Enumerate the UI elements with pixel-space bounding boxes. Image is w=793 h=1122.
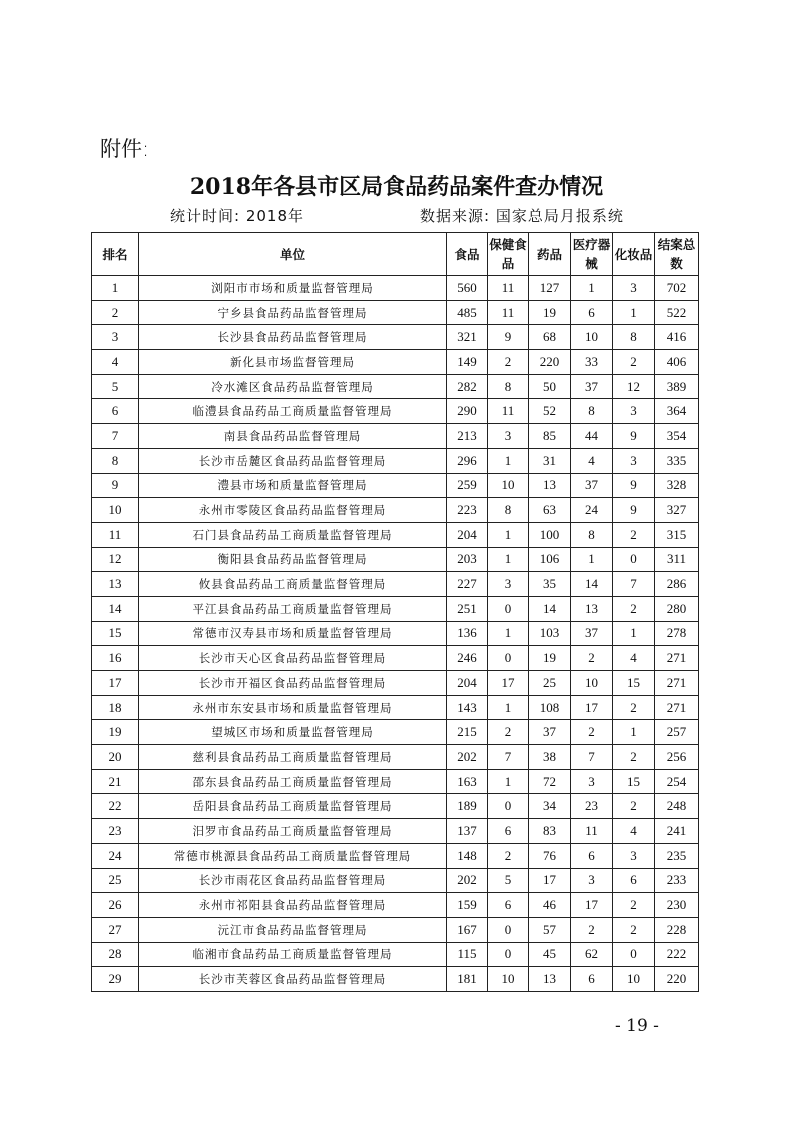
- page-number: - 19 -: [615, 1016, 659, 1036]
- cell-unit: 临湘市食品药品工商质量监督管理局: [139, 942, 447, 967]
- cell-cosmetics: 2: [613, 893, 655, 918]
- cell-cosmetics: 2: [613, 596, 655, 621]
- cell-medical-devices: 17: [571, 893, 613, 918]
- cell-health-food: 0: [488, 794, 529, 819]
- cell-medical-devices: 44: [571, 424, 613, 449]
- table-row: [92, 794, 699, 819]
- cell-food: 137: [447, 819, 488, 844]
- cell-total-closed: 230: [655, 893, 699, 918]
- cell-unit: 慈利县食品药品工商质量监督管理局: [139, 745, 447, 770]
- cell-drugs: 45: [529, 942, 571, 967]
- cell-food: 204: [447, 671, 488, 696]
- cell-health-food: 1: [488, 695, 529, 720]
- cell-cosmetics: 0: [613, 547, 655, 572]
- cell-rank: 7: [92, 424, 139, 449]
- cell-total-closed: 364: [655, 399, 699, 424]
- cell-drugs: 127: [529, 276, 571, 301]
- cell-rank: 4: [92, 350, 139, 375]
- cell-medical-devices: 4: [571, 448, 613, 473]
- cell-drugs: 25: [529, 671, 571, 696]
- cell-rank: 9: [92, 473, 139, 498]
- cell-food: 143: [447, 695, 488, 720]
- cell-unit: 岳阳县食品药品工商质量监督管理局: [139, 794, 447, 819]
- cell-rank: 26: [92, 893, 139, 918]
- cell-medical-devices: 2: [571, 917, 613, 942]
- cell-health-food: 1: [488, 522, 529, 547]
- cell-unit: 汨罗市食品药品工商质量监督管理局: [139, 819, 447, 844]
- cell-cosmetics: 3: [613, 276, 655, 301]
- cell-food: 215: [447, 720, 488, 745]
- cell-food: 136: [447, 621, 488, 646]
- cell-drugs: 19: [529, 300, 571, 325]
- cell-cosmetics: 1: [613, 300, 655, 325]
- cell-drugs: 85: [529, 424, 571, 449]
- cell-rank: 12: [92, 547, 139, 572]
- cell-rank: 19: [92, 720, 139, 745]
- table-row: [92, 374, 699, 399]
- table-row: [92, 745, 699, 770]
- cell-food: 202: [447, 745, 488, 770]
- cell-health-food: 2: [488, 350, 529, 375]
- cell-total-closed: 522: [655, 300, 699, 325]
- cell-drugs: 83: [529, 819, 571, 844]
- cell-medical-devices: 10: [571, 671, 613, 696]
- attachment-label: 附件:: [100, 137, 150, 161]
- cell-unit: 长沙县食品药品监督管理局: [139, 325, 447, 350]
- cell-unit: 长沙市雨花区食品药品监督管理局: [139, 868, 447, 893]
- cell-food: 213: [447, 424, 488, 449]
- cell-cosmetics: 10: [613, 967, 655, 992]
- cell-unit: 衡阳县食品药品监督管理局: [139, 547, 447, 572]
- cell-food: 202: [447, 868, 488, 893]
- table-row: [92, 276, 699, 301]
- cell-unit: 临澧县食品药品工商质量监督管理局: [139, 399, 447, 424]
- cell-medical-devices: 6: [571, 300, 613, 325]
- cell-rank: 29: [92, 967, 139, 992]
- cell-medical-devices: 37: [571, 473, 613, 498]
- table-row: [92, 769, 699, 794]
- cell-unit: 南县食品药品监督管理局: [139, 424, 447, 449]
- header-health-food: 保健食品: [488, 233, 529, 276]
- cell-unit: 长沙市芙蓉区食品药品监督管理局: [139, 967, 447, 992]
- cell-medical-devices: 1: [571, 547, 613, 572]
- cell-health-food: 0: [488, 646, 529, 671]
- cell-cosmetics: 3: [613, 448, 655, 473]
- table-row: [92, 448, 699, 473]
- table-row: [92, 596, 699, 621]
- cell-drugs: 35: [529, 572, 571, 597]
- cell-cosmetics: 15: [613, 671, 655, 696]
- cell-total-closed: 327: [655, 498, 699, 523]
- cell-food: 167: [447, 917, 488, 942]
- cell-health-food: 1: [488, 621, 529, 646]
- cell-health-food: 8: [488, 498, 529, 523]
- cell-cosmetics: 9: [613, 424, 655, 449]
- cell-unit: 平江县食品药品工商质量监督管理局: [139, 596, 447, 621]
- cell-rank: 6: [92, 399, 139, 424]
- cell-rank: 28: [92, 942, 139, 967]
- cell-health-food: 10: [488, 473, 529, 498]
- table-row: [92, 547, 699, 572]
- cell-rank: 10: [92, 498, 139, 523]
- cell-medical-devices: 13: [571, 596, 613, 621]
- table-row: [92, 621, 699, 646]
- cell-cosmetics: 2: [613, 522, 655, 547]
- cell-health-food: 3: [488, 572, 529, 597]
- cell-medical-devices: 14: [571, 572, 613, 597]
- cell-medical-devices: 1: [571, 276, 613, 301]
- cell-food: 189: [447, 794, 488, 819]
- cell-rank: 24: [92, 843, 139, 868]
- table-row: [92, 522, 699, 547]
- cell-medical-devices: 3: [571, 769, 613, 794]
- cell-rank: 11: [92, 522, 139, 547]
- cell-cosmetics: 12: [613, 374, 655, 399]
- cell-health-food: 11: [488, 399, 529, 424]
- cell-cosmetics: 4: [613, 646, 655, 671]
- cell-cosmetics: 2: [613, 745, 655, 770]
- cell-total-closed: 280: [655, 596, 699, 621]
- cell-cosmetics: 9: [613, 473, 655, 498]
- table-row: [92, 572, 699, 597]
- table-row: [92, 942, 699, 967]
- cell-drugs: 100: [529, 522, 571, 547]
- cell-unit: 长沙市岳麓区食品药品监督管理局: [139, 448, 447, 473]
- cell-medical-devices: 7: [571, 745, 613, 770]
- cell-rank: 16: [92, 646, 139, 671]
- cell-food: 246: [447, 646, 488, 671]
- cell-rank: 25: [92, 868, 139, 893]
- cell-cosmetics: 2: [613, 695, 655, 720]
- cell-medical-devices: 8: [571, 522, 613, 547]
- cell-unit: 永州市祁阳县食品药品监督管理局: [139, 893, 447, 918]
- cell-unit: 永州市零陵区食品药品监督管理局: [139, 498, 447, 523]
- table-row: [92, 967, 699, 992]
- cell-cosmetics: 1: [613, 720, 655, 745]
- cell-health-food: 9: [488, 325, 529, 350]
- cell-total-closed: 271: [655, 671, 699, 696]
- cell-health-food: 0: [488, 596, 529, 621]
- cell-health-food: 11: [488, 276, 529, 301]
- cell-medical-devices: 10: [571, 325, 613, 350]
- data-source: 数据来源: 国家总局月报系统: [420, 207, 624, 225]
- cell-health-food: 8: [488, 374, 529, 399]
- cell-drugs: 76: [529, 843, 571, 868]
- cell-medical-devices: 62: [571, 942, 613, 967]
- cell-health-food: 1: [488, 448, 529, 473]
- cell-food: 204: [447, 522, 488, 547]
- cell-food: 321: [447, 325, 488, 350]
- cell-rank: 15: [92, 621, 139, 646]
- cell-drugs: 37: [529, 720, 571, 745]
- cell-health-food: 6: [488, 819, 529, 844]
- header-total-closed: 结案总数: [655, 233, 699, 276]
- cell-drugs: 13: [529, 473, 571, 498]
- table-row: [92, 917, 699, 942]
- cell-drugs: 14: [529, 596, 571, 621]
- cell-health-food: 3: [488, 424, 529, 449]
- cell-total-closed: 235: [655, 843, 699, 868]
- cell-food: 159: [447, 893, 488, 918]
- cell-total-closed: 254: [655, 769, 699, 794]
- cell-health-food: 7: [488, 745, 529, 770]
- cell-rank: 13: [92, 572, 139, 597]
- cell-drugs: 19: [529, 646, 571, 671]
- cell-drugs: 50: [529, 374, 571, 399]
- header-rank: 排名: [92, 233, 139, 276]
- cell-unit: 澧县市场和质量监督管理局: [139, 473, 447, 498]
- cell-medical-devices: 37: [571, 621, 613, 646]
- cell-unit: 望城区市场和质量监督管理局: [139, 720, 447, 745]
- table-row: [92, 695, 699, 720]
- cell-total-closed: 222: [655, 942, 699, 967]
- cell-unit: 新化县市场监督管理局: [139, 350, 447, 375]
- header-cosmetics: 化妆品: [613, 233, 655, 276]
- cell-cosmetics: 7: [613, 572, 655, 597]
- cell-food: 163: [447, 769, 488, 794]
- header-food: 食品: [447, 233, 488, 276]
- cell-drugs: 13: [529, 967, 571, 992]
- cell-health-food: 2: [488, 843, 529, 868]
- cell-total-closed: 278: [655, 621, 699, 646]
- cell-health-food: 2: [488, 720, 529, 745]
- cell-health-food: 0: [488, 942, 529, 967]
- cell-rank: 22: [92, 794, 139, 819]
- cell-total-closed: 702: [655, 276, 699, 301]
- cell-food: 259: [447, 473, 488, 498]
- cell-food: 296: [447, 448, 488, 473]
- cell-medical-devices: 2: [571, 646, 613, 671]
- cell-health-food: 1: [488, 547, 529, 572]
- cell-cosmetics: 3: [613, 399, 655, 424]
- cell-medical-devices: 17: [571, 695, 613, 720]
- table-row: [92, 350, 699, 375]
- cell-drugs: 17: [529, 868, 571, 893]
- cell-drugs: 52: [529, 399, 571, 424]
- cell-rank: 14: [92, 596, 139, 621]
- table-row: [92, 868, 699, 893]
- cell-health-food: 5: [488, 868, 529, 893]
- cell-medical-devices: 3: [571, 868, 613, 893]
- cell-health-food: 17: [488, 671, 529, 696]
- table-row: [92, 498, 699, 523]
- cell-drugs: 38: [529, 745, 571, 770]
- cell-rank: 17: [92, 671, 139, 696]
- cell-drugs: 46: [529, 893, 571, 918]
- cell-food: 485: [447, 300, 488, 325]
- cell-rank: 8: [92, 448, 139, 473]
- cell-unit: 邵东县食品药品工商质量监督管理局: [139, 769, 447, 794]
- cell-unit: 永州市东安县市场和质量监督管理局: [139, 695, 447, 720]
- table-row: [92, 671, 699, 696]
- cell-drugs: 34: [529, 794, 571, 819]
- cell-drugs: 220: [529, 350, 571, 375]
- cell-cosmetics: 8: [613, 325, 655, 350]
- cell-total-closed: 416: [655, 325, 699, 350]
- table-row: [92, 720, 699, 745]
- header-medical-devices: 医疗器械: [571, 233, 613, 276]
- cell-cosmetics: 2: [613, 350, 655, 375]
- cell-total-closed: 389: [655, 374, 699, 399]
- cell-cosmetics: 15: [613, 769, 655, 794]
- cell-drugs: 57: [529, 917, 571, 942]
- cell-health-food: 11: [488, 300, 529, 325]
- cell-drugs: 108: [529, 695, 571, 720]
- cell-rank: 23: [92, 819, 139, 844]
- cell-medical-devices: 8: [571, 399, 613, 424]
- table-row: [92, 399, 699, 424]
- table-row: [92, 646, 699, 671]
- cell-rank: 5: [92, 374, 139, 399]
- cell-total-closed: 248: [655, 794, 699, 819]
- cell-total-closed: 311: [655, 547, 699, 572]
- cell-food: 290: [447, 399, 488, 424]
- cell-cosmetics: 3: [613, 843, 655, 868]
- cell-food: 227: [447, 572, 488, 597]
- cell-unit: 浏阳市市场和质量监督管理局: [139, 276, 447, 301]
- cell-rank: 1: [92, 276, 139, 301]
- cell-medical-devices: 6: [571, 843, 613, 868]
- cell-food: 223: [447, 498, 488, 523]
- cell-medical-devices: 6: [571, 967, 613, 992]
- cell-cosmetics: 6: [613, 868, 655, 893]
- cell-cosmetics: 1: [613, 621, 655, 646]
- cell-unit: 攸县食品药品工商质量监督管理局: [139, 572, 447, 597]
- cell-total-closed: 286: [655, 572, 699, 597]
- cell-medical-devices: 2: [571, 720, 613, 745]
- cell-cosmetics: 9: [613, 498, 655, 523]
- cell-drugs: 31: [529, 448, 571, 473]
- cell-rank: 3: [92, 325, 139, 350]
- table-row: [92, 893, 699, 918]
- cell-total-closed: 256: [655, 745, 699, 770]
- cell-drugs: 103: [529, 621, 571, 646]
- cell-total-closed: 228: [655, 917, 699, 942]
- cell-drugs: 68: [529, 325, 571, 350]
- cell-total-closed: 271: [655, 646, 699, 671]
- table-row: [92, 325, 699, 350]
- cell-health-food: 10: [488, 967, 529, 992]
- cell-health-food: 1: [488, 769, 529, 794]
- cell-food: 251: [447, 596, 488, 621]
- table-row: [92, 424, 699, 449]
- cell-unit: 常德市汉寿县市场和质量监督管理局: [139, 621, 447, 646]
- cell-food: 115: [447, 942, 488, 967]
- cell-food: 203: [447, 547, 488, 572]
- cell-unit: 宁乡县食品药品监督管理局: [139, 300, 447, 325]
- cell-food: 560: [447, 276, 488, 301]
- cell-drugs: 63: [529, 498, 571, 523]
- table-header-row: [92, 233, 699, 276]
- cell-unit: 石门县食品药品工商质量监督管理局: [139, 522, 447, 547]
- cell-unit: 沅江市食品药品监督管理局: [139, 917, 447, 942]
- cell-unit: 长沙市天心区食品药品监督管理局: [139, 646, 447, 671]
- cell-unit: 常德市桃源县食品药品工商质量监督管理局: [139, 843, 447, 868]
- cell-unit: 长沙市开福区食品药品监督管理局: [139, 671, 447, 696]
- case-table: [91, 232, 699, 992]
- cell-unit: 冷水滩区食品药品监督管理局: [139, 374, 447, 399]
- cell-food: 282: [447, 374, 488, 399]
- table-row: [92, 843, 699, 868]
- cell-cosmetics: 0: [613, 942, 655, 967]
- cell-rank: 18: [92, 695, 139, 720]
- cell-medical-devices: 11: [571, 819, 613, 844]
- table-row: [92, 819, 699, 844]
- table-row: [92, 473, 699, 498]
- cell-total-closed: 233: [655, 868, 699, 893]
- stat-time: 统计时间: 2018年: [170, 207, 304, 225]
- cell-food: 149: [447, 350, 488, 375]
- cell-health-food: 0: [488, 917, 529, 942]
- cell-total-closed: 354: [655, 424, 699, 449]
- cell-total-closed: 315: [655, 522, 699, 547]
- document-title: 2018年各县市区局食品药品案件查办情况: [189, 174, 604, 200]
- cell-total-closed: 335: [655, 448, 699, 473]
- header-drugs: 药品: [529, 233, 571, 276]
- cell-medical-devices: 33: [571, 350, 613, 375]
- cell-food: 181: [447, 967, 488, 992]
- cell-total-closed: 271: [655, 695, 699, 720]
- cell-cosmetics: 4: [613, 819, 655, 844]
- cell-cosmetics: 2: [613, 917, 655, 942]
- cell-rank: 2: [92, 300, 139, 325]
- header-unit: 单位: [139, 233, 447, 276]
- cell-rank: 21: [92, 769, 139, 794]
- cell-medical-devices: 37: [571, 374, 613, 399]
- cell-food: 148: [447, 843, 488, 868]
- cell-total-closed: 241: [655, 819, 699, 844]
- cell-total-closed: 328: [655, 473, 699, 498]
- cell-drugs: 106: [529, 547, 571, 572]
- cell-total-closed: 257: [655, 720, 699, 745]
- cell-cosmetics: 2: [613, 794, 655, 819]
- cell-total-closed: 220: [655, 967, 699, 992]
- cell-health-food: 6: [488, 893, 529, 918]
- table-row: [92, 300, 699, 325]
- cell-rank: 20: [92, 745, 139, 770]
- cell-drugs: 72: [529, 769, 571, 794]
- cell-medical-devices: 23: [571, 794, 613, 819]
- cell-medical-devices: 24: [571, 498, 613, 523]
- cell-rank: 27: [92, 917, 139, 942]
- cell-total-closed: 406: [655, 350, 699, 375]
